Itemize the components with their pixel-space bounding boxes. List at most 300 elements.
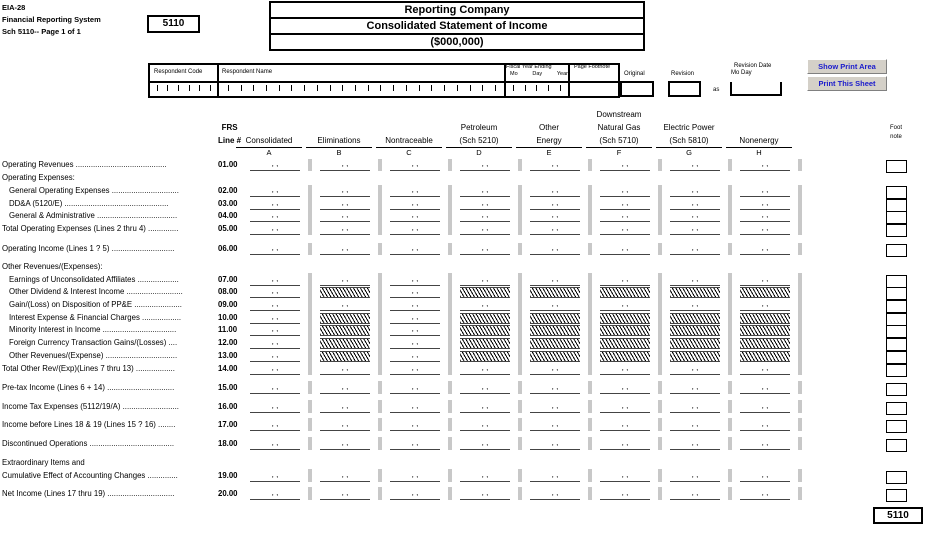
column-separator bbox=[448, 159, 452, 171]
column-separator bbox=[658, 273, 662, 375]
amount-input[interactable]: , , bbox=[250, 224, 300, 235]
amount-input[interactable]: , , bbox=[250, 199, 300, 210]
digit-tick bbox=[470, 85, 471, 91]
amount-input[interactable]: , , bbox=[600, 489, 650, 500]
column-letter: A bbox=[266, 148, 272, 157]
amount-input[interactable]: , , bbox=[390, 300, 440, 311]
digit-tick bbox=[457, 85, 458, 91]
amount-input[interactable]: , , bbox=[250, 338, 300, 349]
column-header-mid: Other bbox=[538, 123, 559, 132]
column-separator bbox=[448, 381, 452, 394]
footnote-input[interactable] bbox=[886, 364, 907, 377]
amount-input[interactable]: , , bbox=[320, 186, 370, 197]
digit-tick bbox=[199, 85, 200, 91]
amount-input[interactable]: , , bbox=[530, 489, 580, 500]
revision-date-label: Revision Date bbox=[734, 63, 772, 69]
amount-input[interactable]: , , bbox=[670, 160, 720, 171]
shaded-cell bbox=[530, 351, 580, 362]
amount-input[interactable]: , , bbox=[530, 364, 580, 375]
amount-input[interactable]: , , bbox=[390, 439, 440, 450]
amount-input[interactable]: , , bbox=[250, 313, 300, 324]
revision-label: Revision bbox=[671, 71, 695, 77]
column-separator bbox=[308, 243, 312, 255]
column-header-bottom: (Sch 5710) bbox=[599, 136, 639, 145]
footnote-input[interactable] bbox=[886, 244, 907, 257]
footnote-input[interactable] bbox=[886, 489, 907, 502]
amount-input[interactable]: , , bbox=[740, 364, 790, 375]
column-separator bbox=[448, 418, 452, 431]
amount-input[interactable]: , , bbox=[740, 439, 790, 450]
amount-input[interactable]: , , bbox=[670, 439, 720, 450]
company-title: Reporting Company bbox=[269, 1, 645, 19]
shaded-cell bbox=[600, 313, 650, 324]
column-separator bbox=[308, 469, 312, 482]
show-print-area-button[interactable]: Show Print Area bbox=[807, 59, 887, 74]
shaded-cell bbox=[740, 313, 790, 324]
column-header-bottom: (Sch 5210) bbox=[459, 136, 499, 145]
amount-input[interactable]: , , bbox=[390, 313, 440, 324]
row-label: Other Revenues/(Expenses): bbox=[2, 262, 103, 271]
line-number: 17.00 bbox=[218, 420, 238, 429]
row-label: Gain/(Loss) on Disposition of PP&E ...................... bbox=[9, 300, 182, 309]
row-label: Total Other Rev/(Exp)(Lines 7 thru 13) .................. bbox=[2, 364, 175, 373]
shaded-cell bbox=[320, 287, 370, 298]
amount-input[interactable]: , , bbox=[740, 420, 790, 431]
shaded-cell bbox=[600, 325, 650, 336]
amount-input[interactable]: , , bbox=[600, 211, 650, 222]
amount-input[interactable]: , , bbox=[670, 275, 720, 286]
column-separator bbox=[728, 400, 732, 413]
amount-input[interactable]: , , bbox=[390, 338, 440, 349]
footer-schedule-number: 5110 bbox=[873, 507, 923, 524]
amount-input[interactable]: , , bbox=[670, 402, 720, 413]
amount-input[interactable]: , , bbox=[740, 471, 790, 482]
amount-input[interactable]: , , bbox=[320, 383, 370, 394]
footnote-input[interactable] bbox=[886, 402, 907, 415]
amount-input[interactable]: , , bbox=[740, 402, 790, 413]
amount-input[interactable]: , , bbox=[250, 244, 300, 255]
original-label: Original bbox=[624, 71, 645, 77]
shaded-cell bbox=[460, 338, 510, 349]
column-separator bbox=[518, 243, 522, 255]
amount-input[interactable]: , , bbox=[390, 471, 440, 482]
footnote-input[interactable] bbox=[886, 420, 907, 433]
amount-input[interactable]: , , bbox=[250, 439, 300, 450]
amount-input[interactable]: , , bbox=[740, 199, 790, 210]
amount-input[interactable]: , , bbox=[250, 471, 300, 482]
amount-input[interactable]: , , bbox=[670, 224, 720, 235]
digit-tick bbox=[241, 85, 242, 91]
amount-input[interactable]: , , bbox=[320, 471, 370, 482]
amount-input[interactable]: , , bbox=[460, 471, 510, 482]
column-separator bbox=[518, 418, 522, 431]
schedule-number-box: 5110 bbox=[147, 15, 200, 33]
digit-tick bbox=[279, 85, 280, 91]
amount-input[interactable]: , , bbox=[390, 211, 440, 222]
digit-tick bbox=[393, 85, 394, 91]
column-separator bbox=[588, 437, 592, 450]
row-label: DD&A (5120/E) ................................................ bbox=[9, 199, 169, 208]
digit-tick bbox=[266, 85, 267, 91]
column-separator bbox=[728, 273, 732, 375]
amount-input[interactable]: , , bbox=[460, 489, 510, 500]
respondent-name-label: Respondent Name bbox=[222, 69, 273, 75]
digit-tick bbox=[482, 85, 483, 91]
amount-input[interactable]: , , bbox=[320, 439, 370, 450]
amount-input[interactable]: , , bbox=[390, 489, 440, 500]
line-number: 02.00 bbox=[218, 186, 238, 195]
column-separator bbox=[378, 381, 382, 394]
amount-input[interactable]: , , bbox=[460, 275, 510, 286]
amount-input[interactable]: , , bbox=[530, 402, 580, 413]
amount-input[interactable]: , , bbox=[250, 420, 300, 431]
amount-input[interactable]: , , bbox=[600, 275, 650, 286]
column-header-bottom: (Sch 5810) bbox=[669, 136, 709, 145]
amount-input[interactable]: , , bbox=[530, 275, 580, 286]
amount-input[interactable]: , , bbox=[320, 275, 370, 286]
row-label: Pre-tax Income (Lines 6 + 14) ............................... bbox=[2, 383, 175, 392]
amount-input[interactable]: , , bbox=[600, 364, 650, 375]
amount-input[interactable]: , , bbox=[460, 224, 510, 235]
amount-input[interactable]: , , bbox=[320, 489, 370, 500]
amount-input[interactable]: , , bbox=[740, 224, 790, 235]
amount-input[interactable]: , , bbox=[670, 211, 720, 222]
amount-input[interactable]: , , bbox=[460, 199, 510, 210]
digit-tick bbox=[342, 85, 343, 91]
line-number: 20.00 bbox=[218, 489, 238, 498]
footnote-input[interactable] bbox=[886, 471, 907, 484]
column-separator bbox=[798, 243, 802, 255]
column-separator bbox=[588, 273, 592, 375]
digit-tick bbox=[525, 85, 526, 91]
column-separator bbox=[798, 400, 802, 413]
amount-input[interactable]: , , bbox=[600, 402, 650, 413]
column-separator bbox=[798, 273, 802, 375]
amount-input[interactable]: , , bbox=[460, 420, 510, 431]
respondent-code-label: Respondent Code bbox=[154, 69, 203, 75]
row-label: Minority Interest in Income .................................. bbox=[9, 325, 177, 334]
amount-input[interactable]: , , bbox=[250, 489, 300, 500]
amount-input[interactable]: , , bbox=[460, 383, 510, 394]
amount-input[interactable]: , , bbox=[390, 275, 440, 286]
amount-input[interactable]: , , bbox=[670, 364, 720, 375]
column-separator bbox=[588, 400, 592, 413]
digit-tick bbox=[304, 85, 305, 91]
amount-input[interactable]: , , bbox=[460, 160, 510, 171]
digit-tick bbox=[419, 85, 420, 91]
column-separator bbox=[518, 469, 522, 482]
fiscal-year-label: Fiscal Year Ending bbox=[506, 64, 552, 70]
shaded-cell bbox=[600, 338, 650, 349]
digit-tick bbox=[253, 85, 254, 91]
amount-input[interactable]: , , bbox=[250, 351, 300, 362]
revision-input[interactable] bbox=[668, 81, 701, 97]
amount-input[interactable]: , , bbox=[670, 420, 720, 431]
amount-input[interactable]: , , bbox=[390, 160, 440, 171]
original-input[interactable] bbox=[620, 81, 654, 97]
form-id: EIA-28 bbox=[2, 3, 26, 12]
amount-input[interactable]: , , bbox=[390, 199, 440, 210]
amount-input[interactable]: , , bbox=[740, 300, 790, 311]
column-separator bbox=[448, 400, 452, 413]
line-number: 05.00 bbox=[218, 224, 238, 233]
shaded-cell bbox=[530, 325, 580, 336]
amount-input[interactable]: , , bbox=[460, 300, 510, 311]
shaded-cell bbox=[740, 325, 790, 336]
row-label: Earnings of Unconsolidated Affiliates ................... bbox=[9, 275, 179, 284]
column-separator bbox=[518, 381, 522, 394]
column-separator bbox=[518, 400, 522, 413]
amount-input[interactable]: , , bbox=[530, 244, 580, 255]
column-separator bbox=[588, 185, 592, 235]
footnote-input[interactable] bbox=[886, 186, 907, 199]
amount-input[interactable]: , , bbox=[320, 224, 370, 235]
row-label: Cumulative Effect of Accounting Changes .............. bbox=[2, 471, 178, 480]
column-separator bbox=[728, 469, 732, 482]
amount-input[interactable]: , , bbox=[740, 186, 790, 197]
digit-tick bbox=[548, 85, 549, 91]
amount-input[interactable]: , , bbox=[600, 439, 650, 450]
footnote-input[interactable] bbox=[886, 160, 907, 173]
amount-input[interactable]: , , bbox=[740, 489, 790, 500]
amount-input[interactable]: , , bbox=[320, 160, 370, 171]
amount-input[interactable]: , , bbox=[530, 383, 580, 394]
amount-input[interactable]: , , bbox=[670, 186, 720, 197]
column-separator bbox=[448, 185, 452, 235]
column-letter: C bbox=[406, 148, 412, 157]
column-separator bbox=[378, 400, 382, 413]
line-number: 10.00 bbox=[218, 313, 238, 322]
column-separator bbox=[378, 273, 382, 375]
amount-input[interactable]: , , bbox=[460, 402, 510, 413]
amount-input[interactable]: , , bbox=[530, 199, 580, 210]
row-label: Other Dividend & Interest Income .......................... bbox=[9, 287, 183, 296]
column-separator bbox=[728, 381, 732, 394]
digit-tick bbox=[157, 85, 158, 91]
footnote-input[interactable] bbox=[886, 351, 907, 364]
shaded-cell bbox=[670, 325, 720, 336]
column-header-bottom: Nontraceable bbox=[385, 136, 433, 145]
amount-input[interactable]: , , bbox=[670, 244, 720, 255]
fiscal-year-input[interactable] bbox=[508, 85, 566, 93]
amount-input[interactable]: , , bbox=[250, 275, 300, 286]
form-header bbox=[2, 2, 101, 38]
amount-input[interactable]: , , bbox=[530, 439, 580, 450]
amount-input[interactable]: , , bbox=[250, 186, 300, 197]
column-letter: E bbox=[546, 148, 552, 157]
amount-input[interactable]: , , bbox=[670, 489, 720, 500]
amount-input[interactable]: , , bbox=[600, 186, 650, 197]
amount-input[interactable]: , , bbox=[250, 364, 300, 375]
amount-input[interactable]: , , bbox=[670, 383, 720, 394]
footnote-input[interactable] bbox=[886, 224, 907, 237]
amount-input[interactable]: , , bbox=[530, 160, 580, 171]
line-number: 15.00 bbox=[218, 383, 238, 392]
column-letter: F bbox=[616, 148, 622, 157]
amount-input[interactable]: , , bbox=[250, 383, 300, 394]
shaded-cell bbox=[320, 313, 370, 324]
amount-input[interactable]: , , bbox=[670, 199, 720, 210]
column-separator bbox=[308, 273, 312, 375]
amount-input[interactable]: , , bbox=[600, 244, 650, 255]
amount-input[interactable]: , , bbox=[600, 224, 650, 235]
row-label: Net Income (Lines 17 thru 19) ............................... bbox=[2, 489, 175, 498]
footnote-input[interactable] bbox=[886, 211, 907, 224]
column-separator bbox=[728, 243, 732, 255]
line-number: 03.00 bbox=[218, 199, 238, 208]
amount-input[interactable]: , , bbox=[320, 244, 370, 255]
amount-input[interactable]: , , bbox=[740, 383, 790, 394]
amount-input[interactable]: , , bbox=[740, 244, 790, 255]
shaded-cell bbox=[740, 287, 790, 298]
digit-tick bbox=[431, 85, 432, 91]
footnote-input[interactable] bbox=[886, 383, 907, 396]
digit-tick bbox=[406, 85, 407, 91]
column-separator bbox=[798, 469, 802, 482]
amount-input[interactable]: , , bbox=[740, 275, 790, 286]
amount-input[interactable]: , , bbox=[600, 300, 650, 311]
shaded-cell bbox=[600, 351, 650, 362]
amount-input[interactable]: , , bbox=[740, 160, 790, 171]
column-separator bbox=[588, 243, 592, 255]
amount-input[interactable]: , , bbox=[600, 199, 650, 210]
revision-date-input[interactable] bbox=[730, 82, 782, 96]
amount-input[interactable]: , , bbox=[460, 244, 510, 255]
line-number: 04.00 bbox=[218, 211, 238, 220]
column-separator bbox=[308, 487, 312, 500]
amount-input[interactable]: , , bbox=[390, 244, 440, 255]
column-separator bbox=[588, 418, 592, 431]
line-number: 18.00 bbox=[218, 439, 238, 448]
amount-input[interactable]: , , bbox=[390, 351, 440, 362]
column-separator bbox=[798, 418, 802, 431]
amount-input[interactable]: , , bbox=[390, 325, 440, 336]
footnote-input[interactable] bbox=[886, 325, 907, 338]
column-separator bbox=[658, 418, 662, 431]
column-separator bbox=[378, 159, 382, 171]
amount-input[interactable]: , , bbox=[460, 211, 510, 222]
amount-input[interactable]: , , bbox=[670, 300, 720, 311]
digit-tick bbox=[560, 85, 561, 91]
shaded-cell bbox=[320, 338, 370, 349]
amount-input[interactable]: , , bbox=[600, 471, 650, 482]
amount-input[interactable]: , , bbox=[740, 211, 790, 222]
amount-input[interactable]: , , bbox=[250, 160, 300, 171]
amount-input[interactable]: , , bbox=[600, 420, 650, 431]
footnote-input[interactable] bbox=[886, 439, 907, 452]
footnote-input[interactable] bbox=[886, 287, 907, 300]
amount-input[interactable]: , , bbox=[670, 471, 720, 482]
shaded-cell bbox=[530, 338, 580, 349]
amount-input[interactable]: , , bbox=[390, 186, 440, 197]
amount-input[interactable]: , , bbox=[320, 199, 370, 210]
column-separator bbox=[588, 487, 592, 500]
amount-input[interactable]: , , bbox=[530, 420, 580, 431]
footnote-label-2: note bbox=[890, 134, 902, 140]
line-number: 07.00 bbox=[218, 275, 238, 284]
line-number: 19.00 bbox=[218, 471, 238, 480]
column-separator bbox=[588, 469, 592, 482]
amount-input[interactable]: , , bbox=[530, 471, 580, 482]
column-letter: B bbox=[336, 148, 342, 157]
amount-input[interactable]: , , bbox=[600, 383, 650, 394]
row-label: Income Tax Expenses (5112/19/A) .......................... bbox=[2, 402, 179, 411]
column-separator bbox=[658, 469, 662, 482]
shaded-cell bbox=[740, 351, 790, 362]
digit-tick bbox=[536, 85, 537, 91]
row-label: General & Administrative ..................................... bbox=[9, 211, 178, 220]
shaded-cell bbox=[670, 313, 720, 324]
column-separator bbox=[378, 437, 382, 450]
footnote-input[interactable] bbox=[886, 300, 907, 313]
amount-input[interactable]: , , bbox=[250, 402, 300, 413]
amount-input[interactable]: , , bbox=[390, 420, 440, 431]
shaded-cell bbox=[460, 351, 510, 362]
amount-input[interactable]: , , bbox=[390, 287, 440, 298]
row-label: Interest Expense & Financial Charges .................. bbox=[9, 313, 182, 322]
amount-input[interactable]: , , bbox=[390, 224, 440, 235]
digit-tick bbox=[291, 85, 292, 91]
column-separator bbox=[728, 185, 732, 235]
column-separator bbox=[518, 273, 522, 375]
column-separator bbox=[518, 159, 522, 171]
column-separator bbox=[728, 487, 732, 500]
shaded-cell bbox=[320, 325, 370, 336]
amount-input[interactable]: , , bbox=[320, 402, 370, 413]
page-footnote-input[interactable] bbox=[571, 84, 616, 94]
amount-input[interactable]: , , bbox=[460, 186, 510, 197]
amount-input[interactable]: , , bbox=[320, 211, 370, 222]
amount-input[interactable]: , , bbox=[390, 364, 440, 375]
amount-input[interactable]: , , bbox=[530, 211, 580, 222]
column-separator bbox=[378, 418, 382, 431]
amount-input[interactable]: , , bbox=[250, 300, 300, 311]
digit-tick bbox=[189, 85, 190, 91]
amount-input[interactable]: , , bbox=[320, 420, 370, 431]
line-number: 14.00 bbox=[218, 364, 238, 373]
print-this-sheet-button[interactable]: Print This Sheet bbox=[807, 76, 887, 91]
column-header-mid: Natural Gas bbox=[597, 123, 641, 132]
column-header-bottom: Energy bbox=[536, 136, 562, 145]
column-separator bbox=[588, 159, 592, 171]
amount-input[interactable]: , , bbox=[530, 300, 580, 311]
units-title: ($000,000) bbox=[269, 33, 645, 51]
amount-input[interactable]: , , bbox=[530, 186, 580, 197]
as-label: as bbox=[713, 87, 720, 93]
shaded-cell bbox=[670, 338, 720, 349]
column-separator bbox=[448, 437, 452, 450]
respondent-code-input[interactable] bbox=[152, 85, 216, 93]
digit-tick bbox=[444, 85, 445, 91]
amount-input[interactable]: , , bbox=[250, 211, 300, 222]
column-separator bbox=[308, 437, 312, 450]
amount-input[interactable]: , , bbox=[390, 383, 440, 394]
amount-input[interactable]: , , bbox=[320, 300, 370, 311]
amount-input[interactable]: , , bbox=[600, 160, 650, 171]
amount-input[interactable]: , , bbox=[250, 287, 300, 298]
amount-input[interactable]: , , bbox=[320, 364, 370, 375]
column-separator bbox=[308, 418, 312, 431]
amount-input[interactable]: , , bbox=[460, 364, 510, 375]
amount-input[interactable]: , , bbox=[530, 224, 580, 235]
amount-input[interactable]: , , bbox=[390, 402, 440, 413]
footnote-input[interactable] bbox=[886, 338, 907, 351]
amount-input[interactable]: , , bbox=[250, 325, 300, 336]
amount-input[interactable]: , , bbox=[460, 439, 510, 450]
respondent-name-input[interactable] bbox=[222, 85, 502, 93]
shaded-cell bbox=[460, 287, 510, 298]
column-separator bbox=[658, 159, 662, 171]
